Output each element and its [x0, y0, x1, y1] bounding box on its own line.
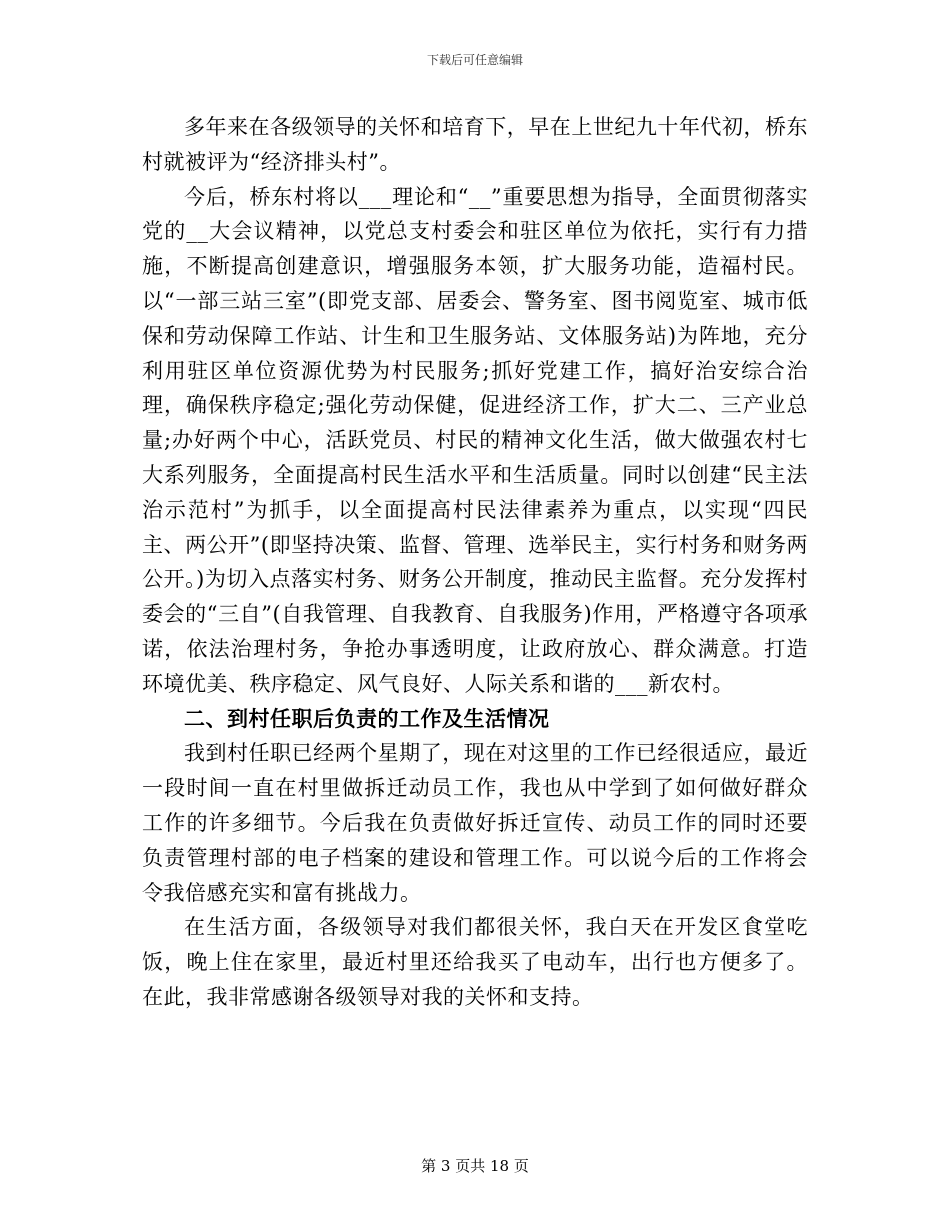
paragraph-work: 我到村任职已经两个星期了，现在对这里的工作已经很适应，最近一段时间一直在村里做拆迁动员工作，我也从中学到了如何做好群众工作的许多细节。今后我在负责做好拆迁宣传、动员工作的同时还要负责管理村部的电子档案的建设和管理工作。可以说今后的工作将会令我倍感充实和富有挑战力。: [142, 741, 808, 905]
section-heading: 二、到村任职后负责的工作及生活情况: [184, 705, 550, 731]
page-number: 第 3 页共 18 页: [421, 1157, 529, 1175]
paragraph-future-plan: 今后，桥东村将以___理论和“__”重要思想为指导，全面贯彻落实党的__大会议精神，以党总支村委会和驻区单位为依托，实行有力措施，不断提高创建意识，增强服务本领，扩大服务功能，造福村民。以“一部三站三室”(即党支部、居委会、警务室、图书阅览室、城市低保和劳动保障工作站、计生和卫生服务站、文体服务站)为阵地，充分利用驻区单位资源优势为村民服务;抓好党建工作，搞好治安综合治理，确保秩序稳定;强化劳动保健，促进经济工作，扩大二、三产业总量;办好两个中心，活跃党员、村民的精神文化生活，做大做强农村七大系列服务，全面提高村民生活水平和生活质量。同时以创建“民主法治示范村”为抓手，以全面提高村民法律素养为重点，以实现“四民主、两公开”(即坚持决策、监督、管理、选举民主，实行村务和财务两公开。)为切入点落实村务、财务公开制度，推动民主监督。充分发挥村委会的“三自”(自我管理、自我教育、自我服务)作用，严格遵守各项承诺，依法治理村务，争抢办事透明度，让政府放心、群众满意。打造环境优美、秩序稳定、风气良好、人际关系和谐的___新农村。: [142, 184, 808, 696]
paragraph-life: 在生活方面，各级领导对我们都很关怀，我白天在开发区食堂吃饭，晚上住在家里，最近村里还给我买了电动车，出行也方便多了。在此，我非常感谢各级领导对我的关怀和支持。: [142, 915, 808, 1009]
page-header: 下载后可任意编辑: [426, 53, 523, 67]
paragraph-history: 多年来在各级领导的关怀和培育下，早在上世纪九十年代初，桥东村就被评为“经济排头村”。: [142, 115, 808, 174]
document-body: [142, 110, 808, 1015]
